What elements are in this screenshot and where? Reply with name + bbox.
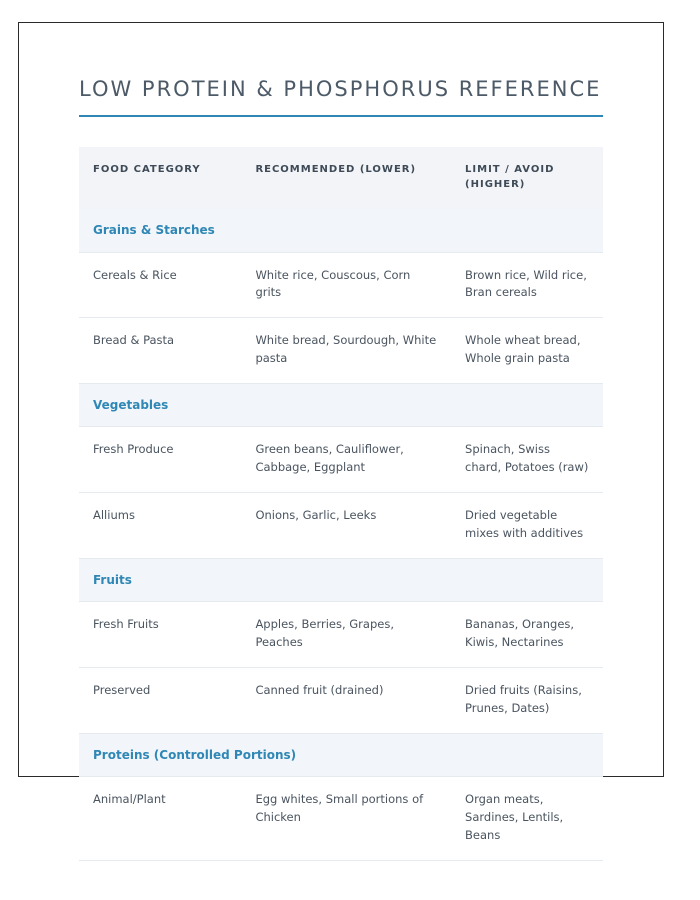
- page-title: LOW PROTEIN & PHOSPHORUS REFERENCE: [79, 77, 602, 101]
- cell-limit: Organ meats, Sardines, Lentils, Beans: [451, 777, 603, 860]
- cell-category: Preserved: [79, 667, 241, 733]
- cell-limit: Whole wheat bread, Whole grain pasta: [451, 318, 603, 384]
- title-divider: [79, 115, 603, 117]
- cell-recommended: Green beans, Cauliflower, Cabbage, Eggplant: [241, 427, 451, 493]
- cell-category: Fresh Produce: [79, 427, 241, 493]
- table-header: [79, 147, 603, 209]
- section-row-vegetables: [79, 383, 603, 427]
- cell-limit: Bananas, Oranges, Kiwis, Nectarines: [451, 602, 603, 668]
- cell-recommended: Egg whites, Small portions of Chicken: [241, 777, 451, 860]
- document-content: [79, 77, 603, 861]
- cell-recommended: Apples, Berries, Grapes, Peaches: [241, 602, 451, 668]
- section-label: Vegetables: [79, 383, 603, 427]
- section-row-grains: [79, 209, 603, 252]
- cell-recommended: Onions, Garlic, Leeks: [241, 493, 451, 559]
- section-row-fruits: [79, 558, 603, 602]
- document-frame: [18, 22, 664, 842]
- section-row-proteins: [79, 733, 603, 777]
- cell-recommended: White rice, Couscous, Corn grits: [241, 252, 451, 318]
- cell-limit: Dried vegetable mixes with additives: [451, 493, 603, 559]
- table-row: [79, 777, 603, 860]
- cell-category: Cereals & Rice: [79, 252, 241, 318]
- cell-recommended: Canned fruit (drained): [241, 667, 451, 733]
- section-label: Fruits: [79, 558, 603, 602]
- section-label: Grains & Starches: [79, 209, 603, 252]
- table-row: [79, 493, 603, 559]
- cell-category: Animal/Plant: [79, 777, 241, 860]
- cell-limit: Dried fruits (Raisins, Prunes, Dates): [451, 667, 603, 733]
- table-row: [79, 427, 603, 493]
- cell-category: Alliums: [79, 493, 241, 559]
- column-header-recommended: RECOMMENDED (LOWER): [241, 147, 451, 209]
- table-header-row: [79, 147, 603, 209]
- cell-category: Bread & Pasta: [79, 318, 241, 384]
- section-label: Proteins (Controlled Portions): [79, 733, 603, 777]
- table-row: [79, 318, 603, 384]
- cell-recommended: White bread, Sourdough, White pasta: [241, 318, 451, 384]
- table-row: [79, 252, 603, 318]
- table-body: [79, 209, 603, 860]
- column-header-limit-avoid: LIMIT / AVOID (HIGHER): [451, 147, 603, 209]
- column-header-food-category: FOOD CATEGORY: [79, 147, 241, 209]
- table-row: [79, 667, 603, 733]
- cell-limit: Brown rice, Wild rice, Bran cereals: [451, 252, 603, 318]
- reference-table: [79, 147, 603, 861]
- table-row: [79, 602, 603, 668]
- cell-category: Fresh Fruits: [79, 602, 241, 668]
- cell-limit: Spinach, Swiss chard, Potatoes (raw): [451, 427, 603, 493]
